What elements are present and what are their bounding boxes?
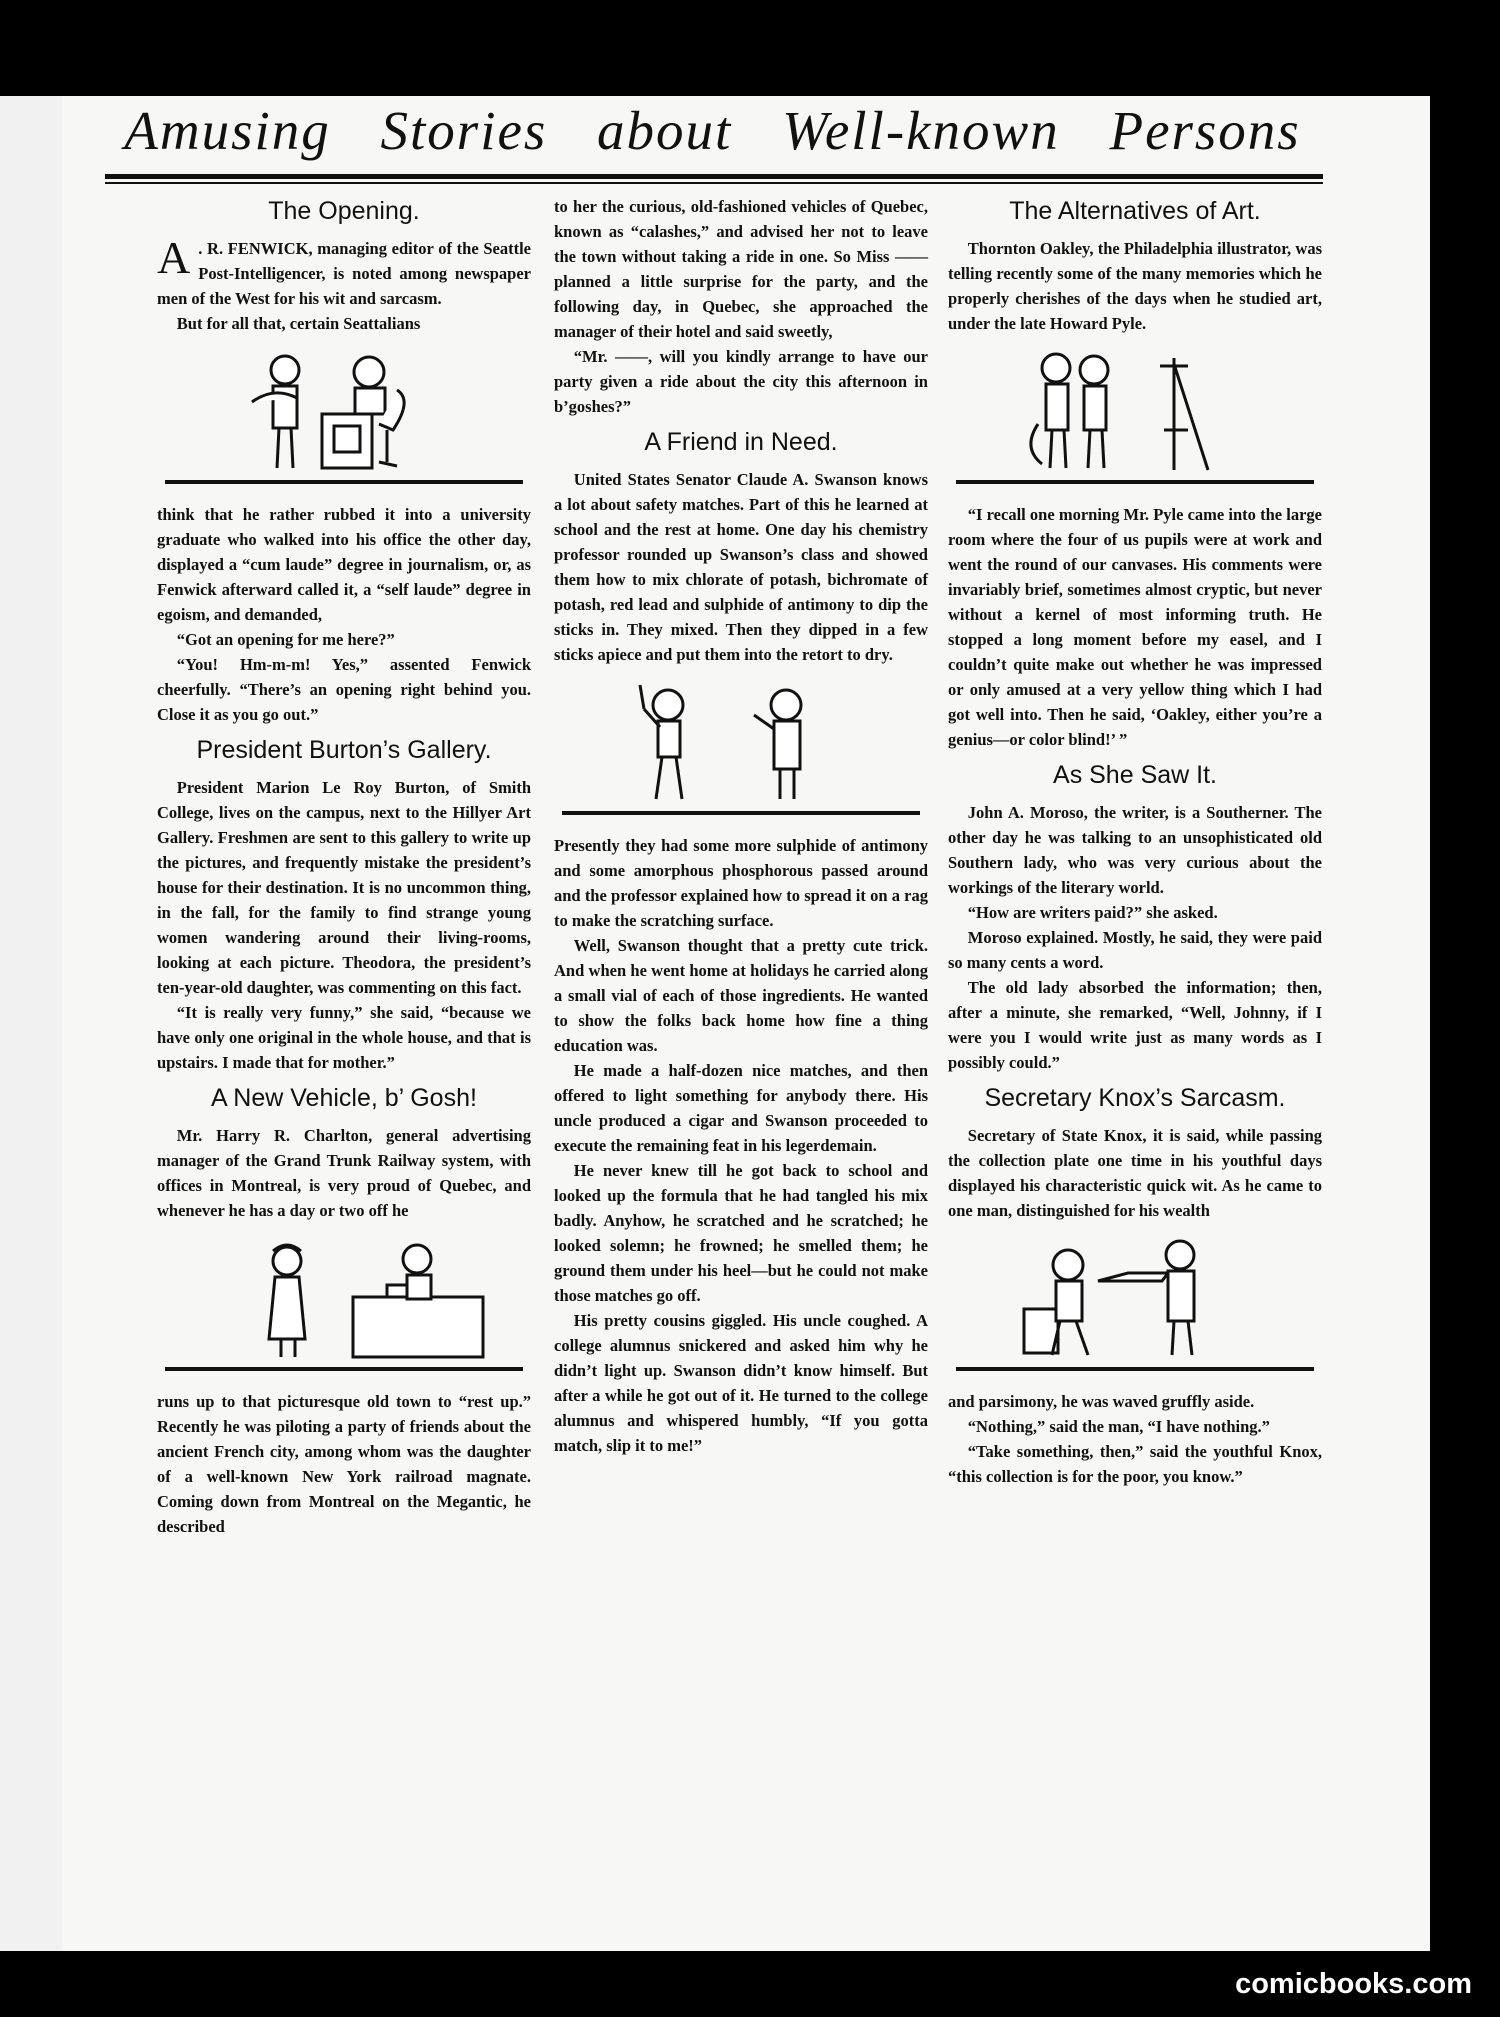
alternatives-paragraph-1: Thornton Oakley, the Philadelphia illustrator, was telling recently some of the many memories which he properly cherishes of the days when he studied art, under the late Howard Pyle. [948, 239, 1322, 333]
title-rule-thin [105, 182, 1323, 184]
matches-cartoon [554, 675, 928, 815]
saw-paragraph-2: “How are writers paid?” she asked. [967, 903, 1218, 922]
vehicle-paragraph-3: to her the curious, old-fashioned vehicles of Quebec, known as “calashes,” and advised her not to leave the town without taking a ride in one. So Miss —— planned a little surprise for the party, and the following day, in Quebec, she approached the manager of their hotel and said sweetly, [554, 197, 928, 341]
facing-page-edge [0, 96, 62, 1951]
friend-paragraph-3: Well, Swanson thought that a pretty cute trick. And when he went home at holidays he carried along a small vial of each of those ingredients. He wanted to show the folks back home how fine a thing education was. [554, 936, 928, 1055]
site-watermark: comicbooks.com [1235, 1968, 1472, 2000]
illustration-ground-line [562, 811, 920, 815]
illustration-hotel-desk [157, 1231, 531, 1371]
vehicle-paragraph-2: runs up to that picturesque old town to “rest up.” Recently he was piloting a party of friends about the ancient French city, among whom was the daughter of a well-known New York railroad magnate. Coming down from Montreal on the Megantic, he described [157, 1392, 531, 1536]
illustration-ground-line [956, 480, 1314, 484]
opening-paragraph-3: think that he rather rubbed it into a university graduate who walked into his office the other day, displayed a “cum laude” degree in journalism, or, as Fenwick afterward called it, a “self laude” degree in egoism, and demanded, [157, 505, 531, 624]
illustration-ground-line [165, 480, 523, 484]
friend-paragraph-6: His pretty cousins giggled. His uncle coughed. A college alumnus snickered and asked him why he didn’t light up. Swanson didn’t know himself. But after a while he got out of it. He turned to the college alumnus and whispered humbly, “If you gotta match, slip it to me!” [554, 1311, 928, 1455]
friend-paragraph-4: He made a half-dozen nice matches, and then offered to light something for anybody there. His uncle produced a cigar and Swanson proceeded to execute the remaining feat in his legerdemain. [554, 1061, 928, 1155]
opening-text-1: . R. FENWICK, managing editor of the Seattle Post-Intelligencer, is noted among newspaper men of the West for his wit and sarcasm. [157, 239, 531, 308]
office-cartoon [157, 344, 531, 484]
column-2 [554, 188, 928, 1458]
column-3 [948, 188, 1322, 1489]
column-1 [157, 188, 531, 1539]
opening-paragraph-5: “You! Hm-m-m! Yes,” assented Fenwick cheerfully. “There’s an opening right behind you. Close it as you go out.” [157, 655, 531, 724]
friend-paragraph-1: United States Senator Claude A. Swanson knows a lot about safety matches. Part of this he learned at school and the rest at home. One day his chemistry professor rounded up Swanson’s class and showed them how to mix chlorate of potash, bichromate of potash, red lead and sulphide of antimony to dip the sticks in. They mixed. Then they dipped in a few sticks apiece and put them into the retort to dry. [554, 470, 928, 664]
heading-knox-sarcasm: Secretary Knox’s Sarcasm. [984, 1084, 1286, 1112]
saw-paragraph-1: John A. Moroso, the writer, is a Southerner. The other day he was talking to an unsophisticated old Southern lady, who was very curious about the workings of the literary world. [948, 803, 1322, 897]
heading-as-she-saw-it: As She Saw It. [1053, 761, 1217, 789]
illustration-easel [948, 344, 1322, 484]
heading-the-opening: The Opening. [268, 197, 420, 225]
opening-paragraph-4: “Got an opening for me here?” [176, 630, 395, 649]
illustration-ground-line [956, 1367, 1314, 1371]
knox-paragraph-3: “Nothing,” said the man, “I have nothing.” [967, 1417, 1270, 1436]
alternatives-paragraph-2: “I recall one morning Mr. Pyle came into the large room where the four of us pupils were at work and went the round of our canvases. His comments were invariably brief, sometimes almost cryptic, but never without a kernel of most informing truth. He stopped a long moment before my easel, and I couldn’t quite make out whether he was impressed or only amused at a very yellow thing which I had got well into. Then he said, ‘Oakley, either you’re a genius—or color blind!’ ” [948, 505, 1322, 749]
saw-paragraph-4: The old lady absorbed the information; then, after a minute, she remarked, “Well, Johnny, if I were you I would write just as many words as I possibly could.” [948, 978, 1322, 1072]
heading-new-vehicle: A New Vehicle, b’ Gosh! [211, 1084, 477, 1112]
opening-paragraph-2: But for all that, certain Seattalians [176, 314, 421, 333]
opening-paragraph-1 [157, 232, 531, 311]
heading-president-burton: President Burton’s Gallery. [196, 736, 492, 764]
burton-paragraph-2: “It is really very funny,” she said, “because we have only one original in the whole house, and that is upstairs. I made that for mother.” [157, 1003, 531, 1072]
heading-alternatives-of-art: The Alternatives of Art. [1009, 197, 1261, 225]
vehicle-paragraph-1: Mr. Harry R. Charlton, general advertising manager of the Grand Trunk Railway system, with offices in Montreal, is very proud of Quebec, and whenever he has a day or two off he [157, 1126, 531, 1220]
friend-paragraph-2: Presently they had some more sulphide of antimony and some amorphous phosphorous passed around and the professor explained how to spread it on a rag to make the scratching surface. [554, 836, 928, 930]
burton-paragraph-1: President Marion Le Roy Burton, of Smith College, lives on the campus, next to the Hillyer Art Gallery. Freshmen are sent to this gallery to write up the pictures, and frequently mistake the president’s house for their destination. It is no uncommon thing, in the fall, for the family to find strange young women wandering around their living-rooms, looking at each picture. Theodora, the president’s ten-year-old daughter, was commenting on this fact. [157, 778, 531, 997]
collection-plate-cartoon [948, 1231, 1322, 1371]
illustration-ground-line [165, 1367, 523, 1371]
vehicle-paragraph-4: “Mr. ——, will you kindly arrange to have our party given a ride about the city this afternoon in b’goshes?” [554, 347, 928, 416]
illustration-matches [554, 675, 928, 815]
saw-paragraph-3: Moroso explained. Mostly, he said, they were paid so many cents a word. [948, 928, 1322, 972]
hotel-desk-cartoon [157, 1231, 531, 1371]
illustration-office [157, 344, 531, 484]
knox-paragraph-2: and parsimony, he was waved gruffly aside. [948, 1392, 1255, 1411]
knox-paragraph-1: Secretary of State Knox, it is said, while passing the collection plate one time in his youthful days displayed his characteristic quick wit. As he came to one man, distinguished for his wealth [948, 1126, 1322, 1220]
heading-friend-in-need: A Friend in Need. [644, 428, 838, 456]
friend-paragraph-5: He never knew till he got back to school and looked up the formula that he had tangled his mix badly. Anyhow, he scratched and he scratched; he looked solemn; he frowned; he smelled them; he ground them under his heel—but he could not make those matches go off. [554, 1161, 928, 1305]
illustration-collection-plate [948, 1231, 1322, 1371]
drop-cap: A [157, 232, 191, 283]
knox-paragraph-4: “Take something, then,” said the youthful Knox, “this collection is for the poor, you know.” [948, 1442, 1322, 1486]
title-rule-thick [105, 174, 1323, 179]
easel-cartoon [948, 344, 1322, 484]
page-title: Amusing Stories about Well-known Persons [124, 100, 1301, 161]
